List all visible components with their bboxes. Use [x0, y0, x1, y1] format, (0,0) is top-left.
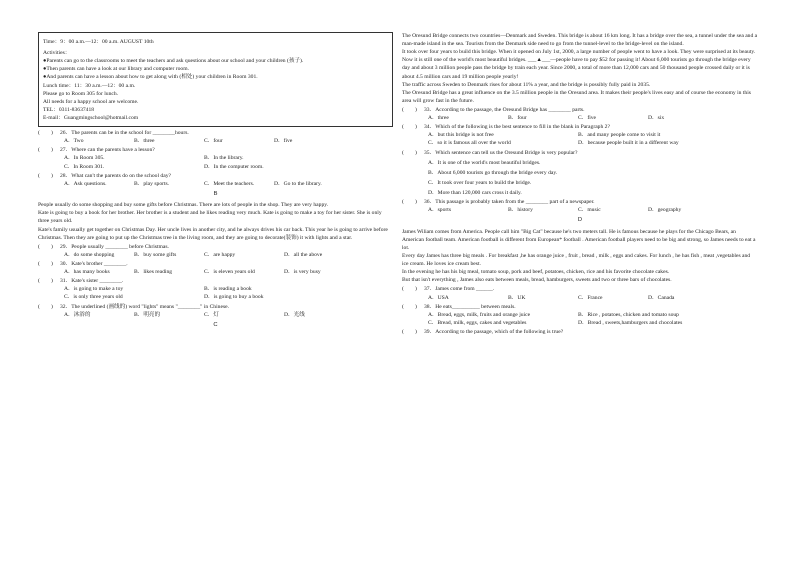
- option-d[interactable]: D．Canada: [648, 294, 675, 301]
- options-28: [38, 180, 393, 188]
- option-b[interactable]: B．About 6,000 tourists go through the bridge every day.: [428, 169, 558, 176]
- question-text: 34．Which of the following is the best sentence to fill in the blank in Paragraph 2?: [424, 124, 610, 131]
- option-c[interactable]: C．music: [578, 207, 601, 214]
- passage-c-1: The Oresund Bridge connects two countries—Denmark and Sweden. This bridge is about 16 km long. It has a bridge over the sea, a tunnel under the sea and a man-made island in the sea. Tourists from the Denmark side need to go from the tunnel-level to the bridge-level on the island.: [402, 33, 758, 48]
- activities-label: Activities：: [43, 50, 71, 57]
- option-d[interactable]: D．is going to buy a book: [204, 294, 264, 301]
- option-c[interactable]: C．It took over four years to build the bridge.: [428, 179, 532, 186]
- section-d-label: D: [577, 217, 583, 224]
- option-b[interactable]: B．明亮的: [134, 311, 161, 318]
- question-text: 31．Kate's sister ________.: [60, 278, 124, 285]
- option-a[interactable]: A．沐浴的: [64, 311, 91, 318]
- passage-d-4: But that isn't everything , James also eats between meals, bread, hamburgers, sweets and two or three bars of chocolates.: [402, 277, 672, 284]
- telephone: TEL：0311-83637418: [43, 106, 95, 113]
- answer-paren[interactable]: ( ): [38, 278, 53, 285]
- option-d[interactable]: D．five: [274, 138, 293, 145]
- question-text: 30．Kate's brother ________.: [60, 261, 128, 268]
- passage-d-3: In the evening he has his big meal, tomato soup, pork and beef, potatoes, chicken, rice and his favorite chocolate cakes.: [402, 269, 670, 276]
- question-text: 38．He eats__________ between meals.: [424, 303, 516, 310]
- option-c[interactable]: C．In Room 301.: [64, 163, 105, 170]
- question-39: [402, 328, 758, 336]
- question-26: [38, 129, 393, 137]
- options-37: [402, 294, 758, 302]
- question-text: 29．People usually ________ before Christmas.: [60, 243, 169, 250]
- option-b[interactable]: B．four: [508, 115, 527, 122]
- question-text: 33．According to the passage, the Oresund Bridge has ________ parts.: [424, 106, 585, 113]
- right-column: [402, 32, 758, 336]
- option-c[interactable]: C．five: [578, 115, 597, 122]
- option-b[interactable]: B．history: [508, 207, 533, 214]
- passage-c-2: It took over four years to build this bridge. When it opened on July 1st, 2000, a large number of people went to have a look. They were surprised at its beauty. Now it is still one of the world's most beautiful bridges. ___▲___—people have to pay $52 for passing it! About 6,000 tourists go through the bridge every day and about 3 million people pass the bridge by train each year. Since 2000, a total of more than 12,000 cars and 50 thousand people crossed daily or it is about 4.5 million cars and 19 million people yearly!: [402, 49, 756, 80]
- option-b[interactable]: B．UK: [508, 294, 526, 301]
- option-c[interactable]: C．are happy: [204, 251, 236, 258]
- options-36: [402, 206, 758, 214]
- answer-paren[interactable]: ( ): [38, 303, 53, 310]
- answer-paren[interactable]: ( ): [38, 261, 53, 268]
- option-b[interactable]: B．play sports.: [134, 180, 170, 187]
- option-c[interactable]: C．is only three years old: [64, 294, 123, 301]
- answer-paren[interactable]: ( ): [402, 199, 417, 206]
- question-32: [38, 303, 393, 311]
- question-34: [402, 123, 758, 131]
- passage-d-1: James Wiliam comes from America. People call him "Big Cat" because he's two meters tall. He is famous because he plays for the Chicago Bears, an American football team. American football is different from European* football . American football players need to be big and strong, so James needs to eat a lot.: [402, 228, 756, 251]
- answer-paren[interactable]: ( ): [402, 124, 417, 131]
- question-29: [38, 243, 393, 251]
- answer-paren[interactable]: ( ): [38, 172, 53, 179]
- notice-box: [38, 32, 393, 127]
- question-text: 27．Where can the parents have a lesson?: [60, 147, 155, 154]
- question-text: 28．What can't the parents do on the school day?: [60, 172, 171, 179]
- lunch-time: Lunch time：11：30 a.m.—12：00 a.m.: [43, 82, 136, 89]
- activity-3: ●And parents can have a lesson about how to get along with (相处) your children in Room 301.: [43, 74, 258, 81]
- options-32: [38, 311, 393, 319]
- answer-paren[interactable]: ( ): [38, 147, 53, 154]
- question-text: 39．According to the passage, which of the following is true?: [424, 329, 564, 335]
- passage-b-3: Kate's family usually get together on Christmas Day. Her uncle lives in another city, and he always drives his car back. This year he is going to arrive before Christmas. Then they are going to put up the Christmas tree in the living room, and they are going to decorate(装饰) it with lights and a star.: [38, 226, 388, 241]
- options-27: [38, 154, 393, 170]
- option-b[interactable]: B．three: [134, 138, 155, 145]
- option-a[interactable]: A．Bread, eggs, milk, fruits and orange juice: [428, 311, 531, 318]
- option-d[interactable]: D．six: [648, 115, 665, 122]
- passage-c-3: The traffic across Sweden to Denmark rises for about 11% a year, and the bridge is possibly fully paid in 2035.: [402, 81, 651, 88]
- question-30: [38, 260, 393, 268]
- option-d[interactable]: D．all the above: [284, 251, 323, 258]
- option-c[interactable]: C．four: [204, 138, 223, 145]
- answer-paren[interactable]: ( ): [38, 243, 53, 250]
- option-a[interactable]: A．has many books: [64, 269, 110, 276]
- option-c[interactable]: C．Bread, milk, eggs, cakes and vegetables: [428, 319, 527, 326]
- options-38: [402, 311, 758, 327]
- option-d[interactable]: D．is very busy: [284, 269, 321, 276]
- option-d[interactable]: D．光线: [284, 311, 305, 318]
- question-31: [38, 277, 393, 285]
- option-a[interactable]: A．do some shopping: [64, 251, 115, 258]
- options-31: [38, 285, 393, 301]
- option-b[interactable]: B．buy some gifts: [134, 251, 177, 258]
- question-text: 36．This passage is probably taken from the ________ part of a newspaper.: [424, 199, 595, 206]
- option-a[interactable]: A．In Room 305.: [64, 155, 105, 162]
- question-text: 35．Which sentence can tell us the Oresund Bridge is very popular?: [424, 149, 578, 156]
- options-34: [402, 131, 758, 147]
- option-c[interactable]: C．France: [578, 294, 603, 301]
- answer-paren[interactable]: ( ): [402, 329, 417, 335]
- option-b[interactable]: B．likes reading: [134, 269, 173, 276]
- option-d[interactable]: D．Bread , sweets,hamburgers and chocolates: [578, 319, 683, 326]
- answer-paren[interactable]: ( ): [402, 286, 417, 293]
- option-a[interactable]: A．but this bridge is not free: [428, 132, 494, 139]
- option-b[interactable]: B．and many people come to visit it: [578, 132, 661, 139]
- answer-paren[interactable]: ( ): [38, 130, 53, 137]
- email: E-mail：Guangmingschool@hotmail.com: [43, 114, 139, 121]
- question-28: [38, 172, 393, 180]
- option-a[interactable]: A．USA: [428, 294, 449, 301]
- option-a[interactable]: A．sports: [428, 207, 451, 214]
- answer-paren[interactable]: ( ): [402, 303, 417, 310]
- question-27: [38, 146, 393, 154]
- option-b[interactable]: B．is reading a book: [204, 286, 252, 293]
- option-a[interactable]: A．It is one of the world's most beautiful bridges.: [428, 159, 541, 166]
- question-35: [402, 149, 758, 157]
- passage-b-1: People usually do some shopping and buy some gifts before Christmas. There are lots of people in the shop. They are very happy.: [38, 202, 329, 209]
- option-c[interactable]: C．is eleven years old: [204, 269, 255, 276]
- section-b-label: B: [213, 190, 218, 197]
- option-d[interactable]: D．because people built it in a different way: [578, 140, 679, 147]
- options-33: [402, 114, 758, 122]
- activity-2: ●Then parents can have a look at our library and computer room.: [43, 66, 189, 73]
- option-a[interactable]: A．Two: [64, 138, 84, 145]
- option-b[interactable]: B．Rice , potatoes, chicken and tomato soup: [578, 311, 679, 318]
- options-30: [38, 268, 393, 276]
- left-column: [38, 32, 393, 332]
- notice-time: Time：9：00 a.m.—12：00 a.m. AUGUST 10th: [43, 39, 154, 45]
- option-d[interactable]: D．More than 120,000 cars cross it daily.: [428, 189, 522, 196]
- question-33: [402, 106, 758, 114]
- option-b[interactable]: B．In the library.: [204, 155, 244, 162]
- option-d[interactable]: D．geography: [648, 207, 682, 214]
- question-text: 26．The parents can be in the school for ________hours.: [60, 130, 189, 137]
- question-37: [402, 285, 758, 293]
- lunch-place: Please go to Room 305 for lunch.: [43, 90, 119, 97]
- question-38: [402, 303, 758, 311]
- passage-b-2: Kate is going to buy a book for her brother. Her brother is a student and he likes reading very much. Kate is going to make a toy for her sister. She is only three years old.: [38, 210, 382, 225]
- options-29: [38, 251, 393, 259]
- section-c-label: C: [213, 321, 218, 328]
- question-text: 32．The underlined (画线的) word "lights" means "________" in Chinese.: [60, 303, 229, 310]
- answer-paren[interactable]: ( ): [402, 149, 417, 156]
- welcome-line: All needs for a happy school are welcome.: [43, 98, 139, 105]
- option-c[interactable]: C．Meet the teachers.: [204, 180, 255, 187]
- option-c[interactable]: C．so it is famous all over the world: [428, 140, 511, 147]
- option-d[interactable]: D．In the computer room.: [204, 163, 264, 170]
- options-26: [38, 137, 393, 145]
- question-36: [402, 198, 758, 206]
- passage-d-2: Every day James has three big meals . For breakfast ,he has orange juice , fruit , bread , milk , eggs and cakes. For lunch , he has fish , meat ,vegetables and ice cream. He loves ice cream best.: [402, 253, 751, 268]
- option-a[interactable]: A．three: [428, 115, 449, 122]
- options-35: [402, 159, 758, 197]
- option-c[interactable]: C．灯: [204, 311, 219, 318]
- option-d[interactable]: D．Go to the library.: [274, 180, 322, 187]
- question-text: 37．James come from ______.: [424, 286, 495, 293]
- option-a[interactable]: A．is going to make a toy: [64, 286, 124, 293]
- activity-1: ●Parents can go to the classrooms to meet the teachers and ask questions about our school and your children (孩子).: [43, 58, 304, 65]
- option-a[interactable]: A．Ask questions.: [64, 180, 107, 187]
- passage-c-4: The Oresund Bridge has a great influence on the 3.5 million people in the Oresund area. It makes their people's lives easy and of course the economy in this area will grow fast in the future.: [402, 89, 751, 104]
- answer-paren[interactable]: ( ): [402, 106, 417, 113]
